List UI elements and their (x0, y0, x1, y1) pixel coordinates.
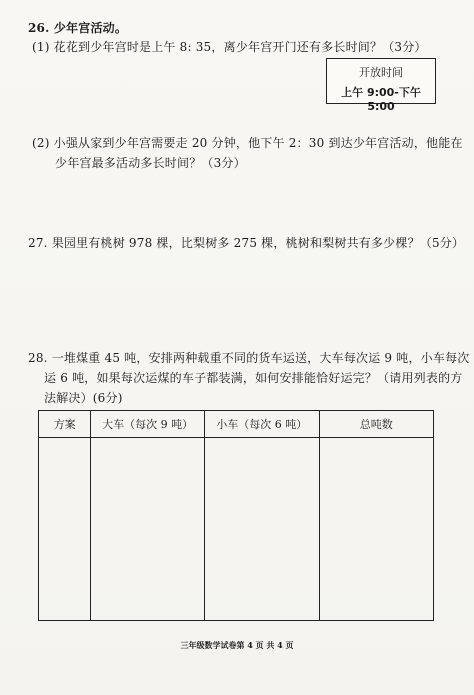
plan-header-scheme: 方案 (39, 411, 91, 438)
question-28-line-2: 运 6 吨，如果每次运煤的车子都装满，如何安排能恰好运完？（请用列表的方 (44, 371, 463, 385)
opening-hours-time: 上午 9:00-下午 5:00 (341, 86, 421, 113)
plan-cell-total-tons[interactable] (319, 438, 433, 621)
plan-header-large-truck: 大车（每次 9 吨） (91, 411, 205, 438)
plan-cell-large-truck[interactable] (91, 438, 205, 621)
question-28-line-3: 法解决）(6分) (44, 391, 123, 405)
question-28-line-1: 28. 一堆煤重 45 吨，安排两种载重不同的货车运送，大车每次运 9 吨，小车每次 (28, 351, 470, 365)
question-26-part-1: (1) 花花到少年宫时是上午 8: 35，离少年宫开门还有多长时间？（3分） (32, 40, 427, 54)
plan-header-total-tons: 总吨数 (319, 411, 433, 438)
opening-hours-title: 开放时间 (359, 66, 403, 79)
page-footer: 三年级数学试卷第 4 页 共 4 页 (180, 640, 294, 650)
plan-table-answer-row (39, 438, 434, 621)
plan-cell-scheme[interactable] (39, 438, 91, 621)
question-26-title: 26. 少年宫活动。 (28, 21, 128, 35)
plan-table-header-row (39, 411, 434, 438)
plan-header-small-truck: 小车（每次 6 吨） (204, 411, 319, 438)
question-26-part-2-line-2: 少年宫最多活动多长时间？（3分） (55, 156, 246, 170)
plan-cell-small-truck[interactable] (204, 438, 319, 621)
opening-hours-box (326, 58, 436, 113)
question-27: 27. 果园里有桃树 978 棵，比梨树多 275 棵，桃树和梨树共有多少棵？（5分） (28, 236, 465, 250)
question-26-part-2-line-1: (2) 小强从家到少年宫需要走 20 分钟，他下午 2：30 到达少年宫活动，他能在 (32, 136, 463, 150)
plan-table (38, 410, 434, 621)
